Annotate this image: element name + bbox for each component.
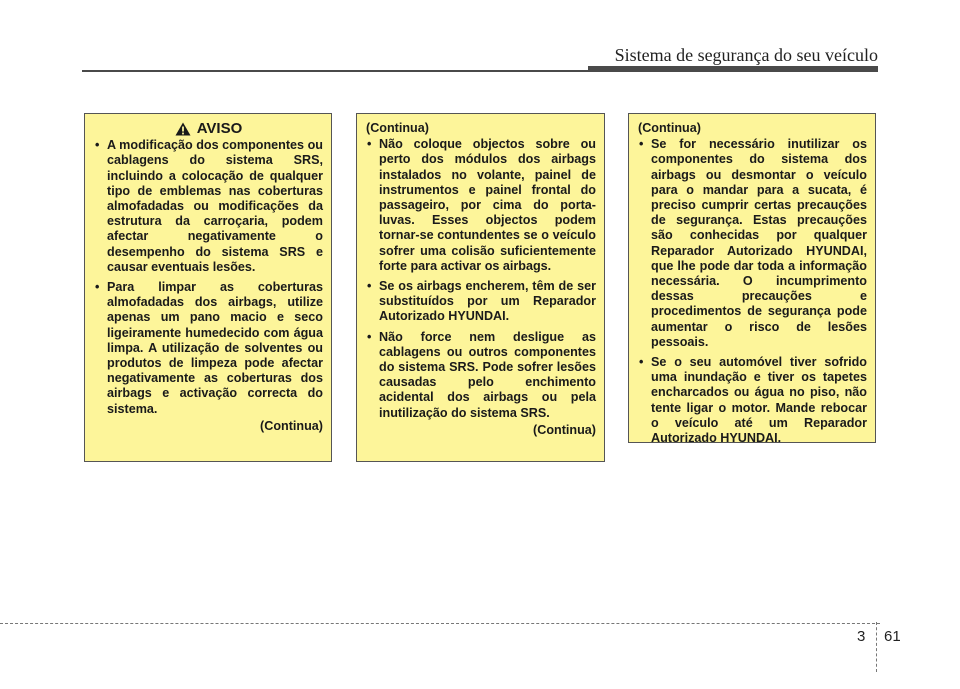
- warning-list: [94, 138, 323, 417]
- list-item: • Não force nem desligue as cablagens ou outros componentes do sistema SRS. Pode sofrer lesões causadas pelo enchimento acidental dos airbags ou pela inutilização do sistema SRS.: [366, 330, 596, 421]
- warning-heading: [94, 121, 323, 136]
- list-item: • Para limpar as coberturas almofadadas dos airbags, utilize apenas um pano macio e seco ligeiramente humedecido com água limpa. A utilização de solventes ou produtos de limpeza pode afectar negativamente as coberturas dos airbags e activação correcta do sistema.: [94, 280, 323, 417]
- warning-label: AVISO: [196, 120, 243, 137]
- chapter-number: 3: [857, 628, 866, 645]
- footer-divider: [876, 622, 877, 672]
- continues-label: (Continua): [260, 418, 323, 433]
- continued-label: (Continua): [366, 121, 429, 135]
- warning-list: [638, 137, 867, 446]
- continues-label: (Continua): [533, 422, 596, 437]
- footer-rule: [0, 623, 880, 624]
- section-title: Sistema de segurança do seu veículo: [614, 45, 878, 65]
- warning-triangle-icon: [175, 122, 191, 136]
- page-number: 61: [884, 628, 901, 645]
- list-item: • Se for necessário inutilizar os componentes do sistema dos airbags ou desmontar o veículo para o mandar para a sucata, é preciso cumprir certas precauções de segurança. Estas precauções são conhecidas por qualquer Reparador Autorizado HYUNDAI, que lhe pode dar toda a informação necessária. O incumprimento dessas precauções e procedimentos de segurança pode aumentar o risco de lesões pessoais.: [638, 137, 867, 350]
- list-item: • Se o seu automóvel tiver sofrido uma inundação e tiver os tapetes encharcados ou água no piso, não tente ligar o motor. Mande rebocar o veículo até um Reparador Autorizado HYUNDAI.: [638, 355, 867, 446]
- warning-box-2: [356, 113, 605, 462]
- continued-label: (Continua): [638, 121, 701, 135]
- warning-box-1: [84, 113, 332, 462]
- header-rule: [82, 70, 878, 72]
- list-item: • A modificação dos componentes ou cablagens do sistema SRS, incluindo a colocação de qualquer tipo de emblemas nas coberturas almofadadas ou modificações da estrutura da carroçaria, podem afectar negativamente o desempenho do sistema SRS e causar eventuais lesões.: [94, 138, 323, 275]
- list-item: • Se os airbags encherem, têm de ser substituídos por um Reparador Autorizado HYUNDAI.: [366, 279, 596, 325]
- list-item: • Não coloque objectos sobre ou perto dos módulos dos airbags instalados no volante, painel de instrumentos e painel frontal do passageiro, por cima do porta-luvas. Esses objectos podem tornar-se contundentes se o veículo sofrer uma colisão suficientemente forte para activar os airbags.: [366, 137, 596, 274]
- warning-list: [366, 137, 596, 421]
- warning-box-3: [628, 113, 876, 446]
